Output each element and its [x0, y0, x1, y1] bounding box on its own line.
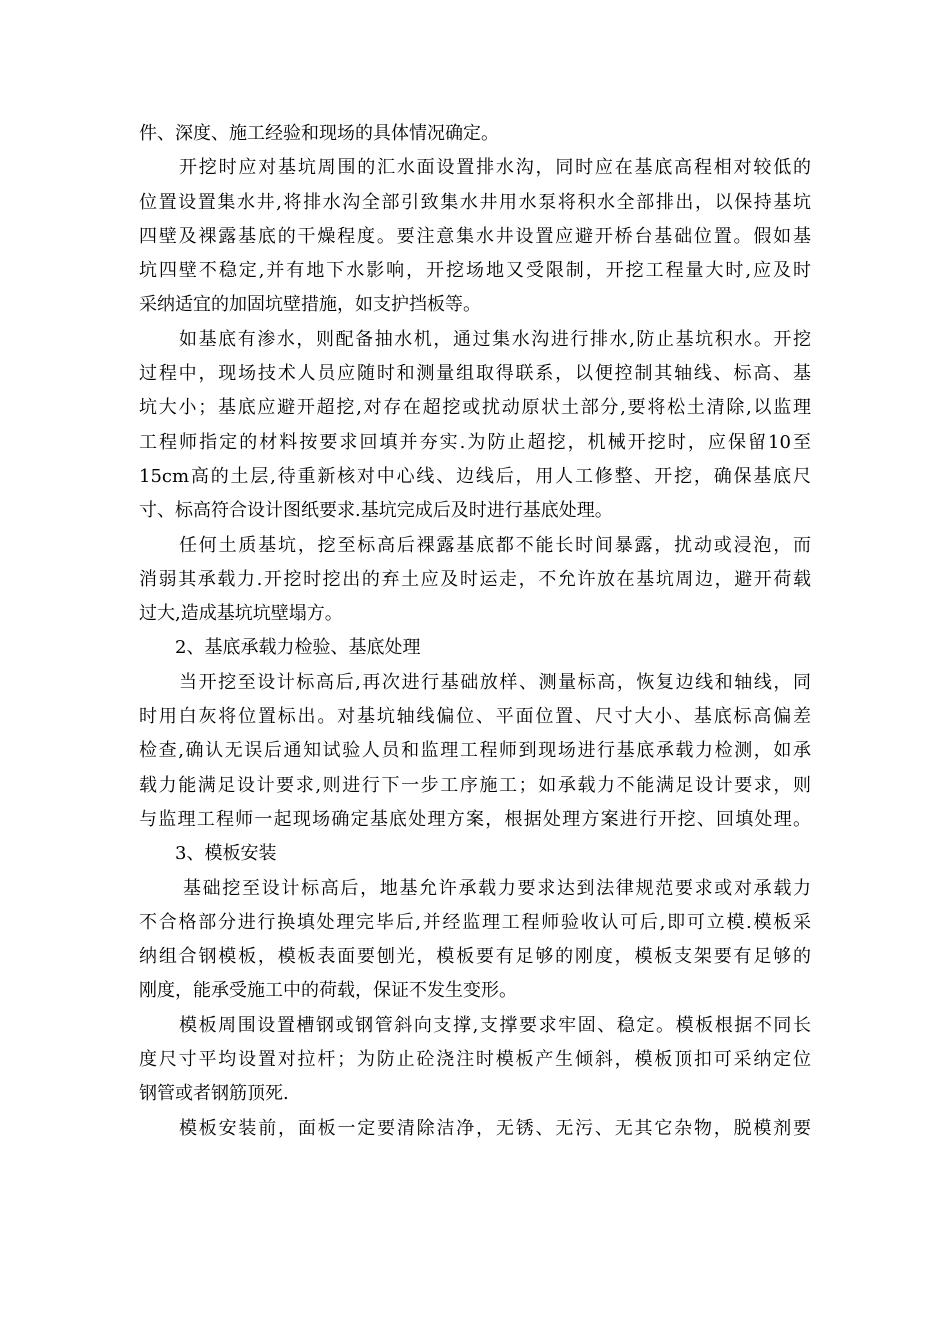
paragraph-line: 件、深度、施工经验和现场的具体情况确定。	[139, 123, 499, 144]
paragraph-line: 过大,造成基坑坑壁塌方。	[139, 603, 343, 625]
paragraph-line: 与监理工程师一起现场确定基底处理方案，根据处理方案进行开挖、回填处理。	[139, 808, 811, 830]
paragraph-line: 采纳适宜的加固坑壁措施，如支护挡板等。	[139, 294, 481, 316]
paragraph-line: 工程师指定的材料按要求回填并夯实.为防止超挖，机械开挖时，应保留10至	[139, 431, 811, 453]
paragraph-line: 钢管或者钢筋顶死.	[139, 1083, 289, 1105]
paragraph-line: 模板安装前，面板一定要清除洁净，无锈、无污、无其它杂物，脱模剂要	[179, 1117, 811, 1139]
paragraph-line: 任何土质基坑，挖至标高后裸露基底都不能长时间暴露，扰动或浸泡，而	[179, 534, 811, 556]
paragraph-line: 15cm高的土层,待重新核对中心线、边线后，用人工修整、开挖，确保基底尺	[139, 465, 811, 487]
paragraph-line: 载力能满足设计要求,则进行下一步工序施工；如承载力不能满足设计要求，则	[139, 774, 811, 796]
paragraph-line: 坑四壁不稳定,并有地下水影响，开挖场地又受限制，开挖工程量大时,应及时	[139, 260, 811, 282]
paragraph-line: 模板周围设置槽钢或钢管斜向支撑,支撑要求牢固、稳定。模板根据不同长	[179, 1014, 811, 1036]
paragraph-line: 坑大小；基底应避开超挖,对存在超挖或扰动原状土部分,要将松土清除,以监理	[139, 397, 811, 419]
paragraph-line: 消弱其承载力.开挖时挖出的弃土应及时运走，不允许放在基坑周边，避开荷载	[139, 568, 811, 590]
paragraph-line: 度尺寸平均设置对拉杆；为防止砼浇注时模板产生倾斜，模板顶扣可采纳定位	[139, 1049, 811, 1071]
document-body	[139, 117, 811, 1146]
paragraph-line: 位置设置集水井,将排水沟全部引致集水井用水泵将积水全部排出，以保持基坑	[139, 191, 811, 213]
paragraph-line: 纳组合钢模板，模板表面要刨光，模板要有足够的刚度，模板支架要有足够的	[139, 946, 811, 968]
paragraph-line: 寸、标高符合设计图纸要求.基坑完成后及时进行基底处理。	[139, 500, 613, 522]
paragraph-line: 过程中，现场技术人员应随时和测量组取得联系，以便控制其轴线、标高、基	[139, 363, 811, 385]
paragraph-line: 开挖时应对基坑周围的汇水面设置排水沟，同时应在基底高程相对较低的	[179, 157, 811, 179]
section-heading: 2、基底承载力检验、基底处理	[175, 637, 421, 659]
paragraph-line: 四壁及裸露基底的干燥程度。要注意集水井设置应避开桥台基础位置。假如基	[139, 225, 811, 247]
paragraph-line: 时用白灰将位置标出。对基坑轴线偏位、平面位置、尺寸大小、基底标高偏差	[139, 706, 811, 728]
paragraph-line: 基础挖至设计标高后，地基允许承载力要求达到法律规范要求或对承载力	[183, 877, 811, 899]
section-heading: 3、模板安装	[175, 843, 277, 865]
paragraph-line: 检查,确认无误后通知试验人员和监理工程师到现场进行基底承载力检测，如承	[139, 740, 811, 762]
paragraph-line: 不合格部分进行换填处理完毕后,并经监理工程师验收认可后,即可立模.模板采	[139, 911, 811, 933]
paragraph-line: 如基底有渗水，则配备抽水机，通过集水沟进行排水,防止基坑积水。开挖	[179, 328, 811, 350]
paragraph-line: 刚度，能承受施工中的荷载，保证不发生变形。	[139, 980, 517, 1002]
paragraph-line: 当开挖至设计标高后,再次进行基础放样、测量标高，恢复边线和轴线，同	[179, 671, 811, 693]
